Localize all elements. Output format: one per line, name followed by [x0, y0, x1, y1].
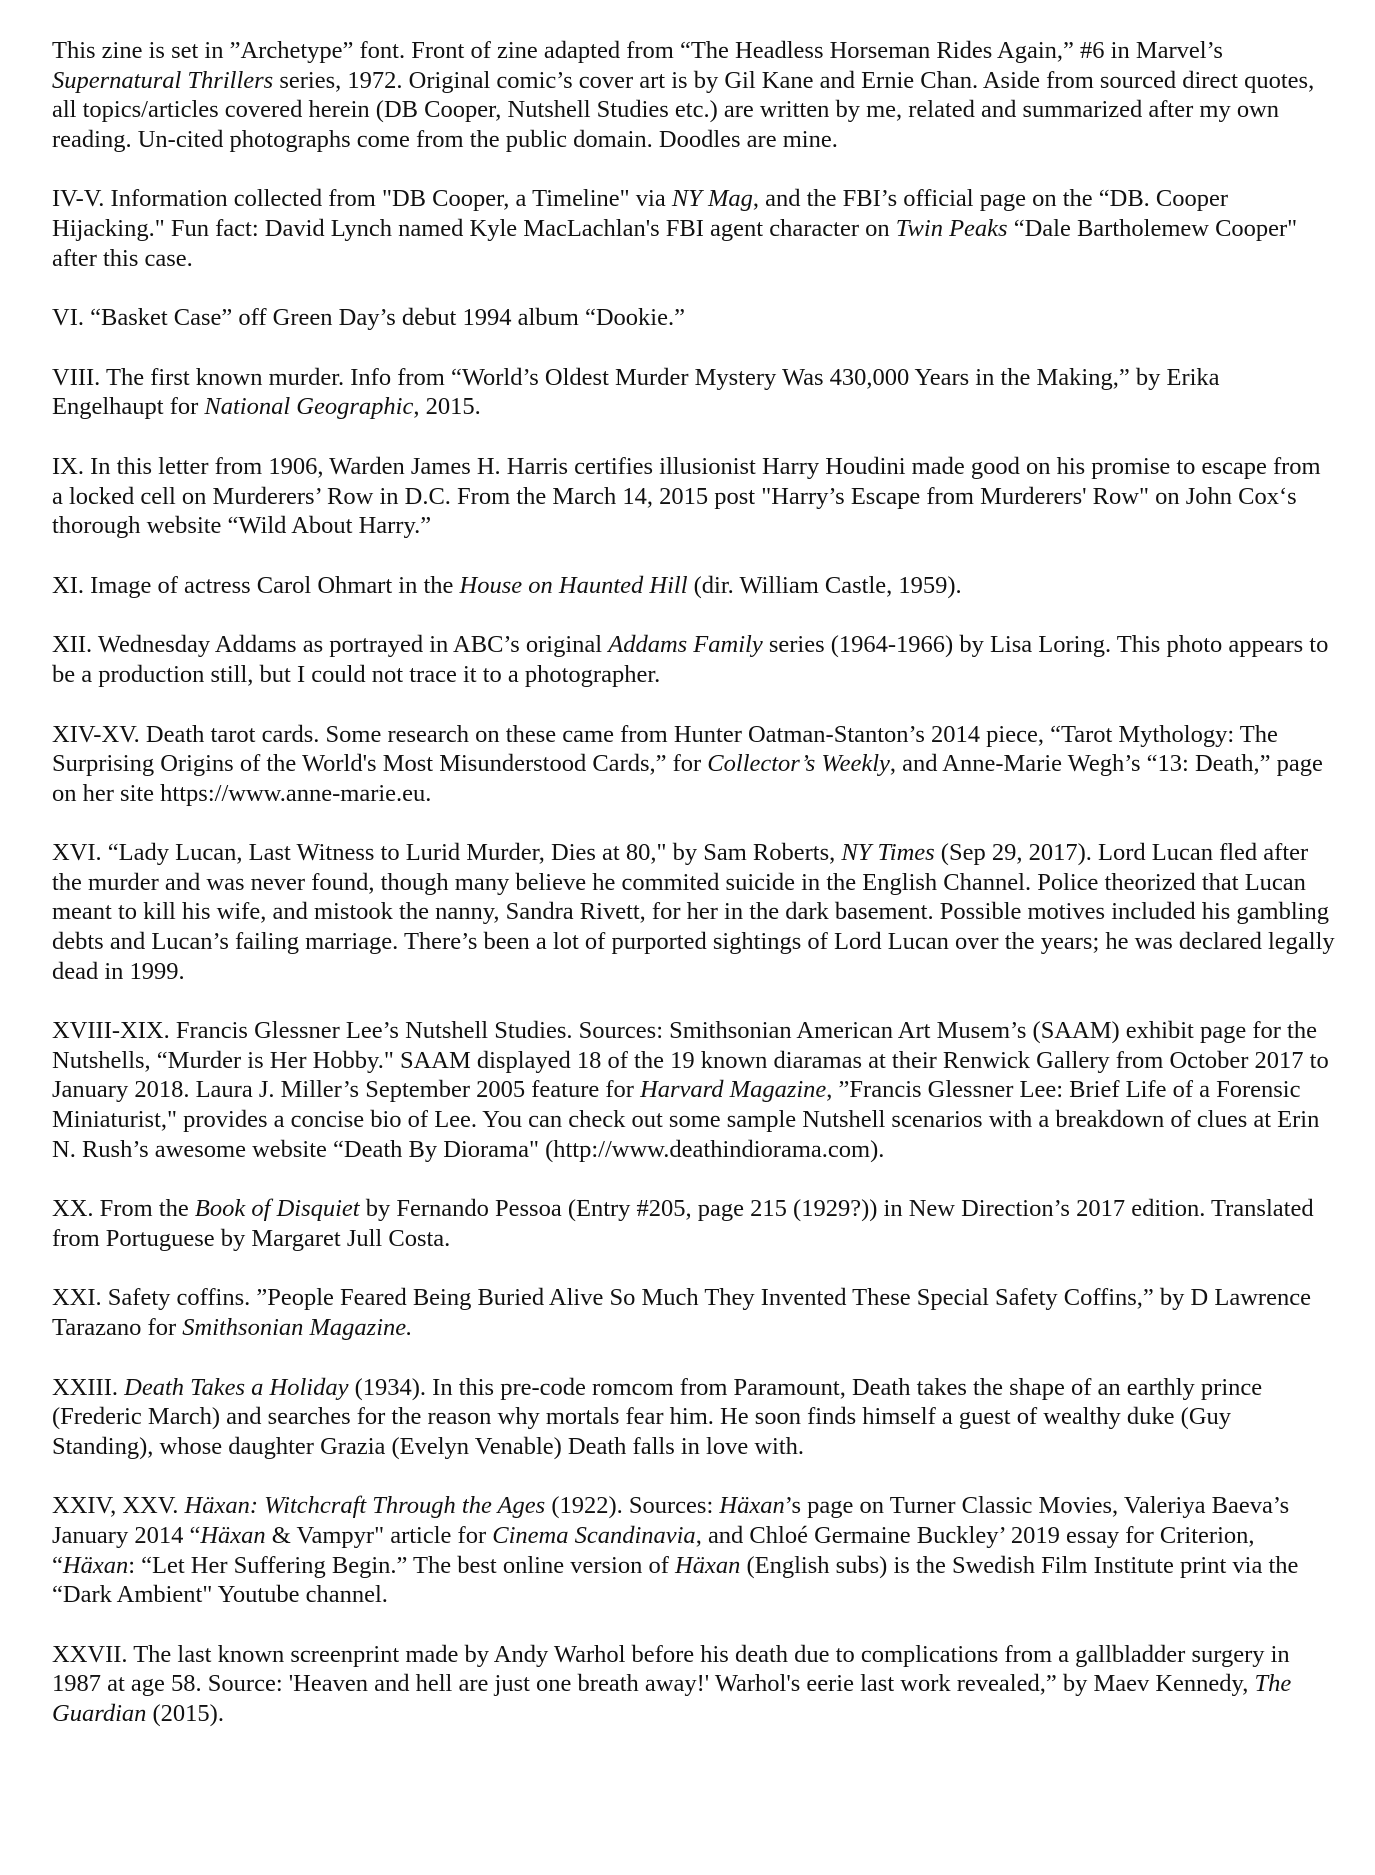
paragraph-text: XXIII.	[52, 1373, 125, 1401]
italic-title-text: NY Times	[841, 839, 935, 867]
credit-paragraph	[52, 1491, 1337, 1609]
italic-title-text: The Guardian	[52, 1670, 1292, 1727]
italic-title-text: Book of Disquiet	[194, 1195, 360, 1223]
italic-title-text: Häxan: Witchcraft Through the Ages	[184, 1492, 546, 1520]
paragraph-text: XII. Wednesday Addams as portrayed in ABC’s original	[52, 631, 609, 659]
paragraph-text: IX. In this letter from 1906, Warden James H. Harris certifies illusionist Harry Houdini made good on his promise to escape from a locked cell on Murderers’ Row in D.C. From the March 14, 2015 post "Harry’s Escape from Murderers' Row" on John Cox‘s thorough website “Wild About Harry.”	[52, 452, 1321, 540]
paragraph-text: XVI. “Lady Lucan, Last Witness to Lurid Murder, Dies at 80," by Sam Roberts,	[52, 839, 842, 867]
credit-paragraph	[52, 720, 1337, 809]
italic-title-text: House on Haunted Hill	[459, 571, 688, 599]
credit-paragraph	[52, 184, 1337, 273]
italic-title-text: Häxan	[719, 1492, 785, 1520]
credit-paragraph	[52, 1194, 1337, 1253]
paragraph-text: by Fernando Pessoa (Entry #205, page 215 (1929?)) in New Direction’s 2017 edition. Translated from Portuguese by Margaret Jull Costa.	[52, 1195, 1314, 1252]
italic-title-text: Häxan	[62, 1551, 129, 1579]
paragraph-text: series (1964-1966) by Lisa Loring. This photo appears to be a production still, but I could not trace it to a photographer.	[52, 631, 1329, 688]
paragraph-text: (1922). Sources:	[545, 1492, 720, 1520]
paragraph-text: ’s page on Turner Classic Movies, Valeriya Baeva’s January 2014 “	[52, 1492, 1290, 1549]
credit-paragraph	[52, 571, 1337, 601]
paragraph-text: XXIV, XXV.	[52, 1492, 185, 1520]
paragraph-text: & Vampyr" article for	[265, 1521, 493, 1549]
italic-title-text: Addams Family	[608, 631, 763, 659]
credit-paragraph	[52, 36, 1337, 154]
paragraph-text: VIII. The first known murder. Info from “World’s Oldest Murder Mystery Was 430,000 Years in the Making,” by Erika Engelhaupt for	[52, 363, 1220, 421]
paragraph-text: XI. Image of actress Carol Ohmart in the	[52, 571, 460, 599]
credit-paragraph	[52, 452, 1337, 541]
paragraph-text: (2015).	[146, 1699, 224, 1727]
italic-title-text: National Geographic	[204, 393, 414, 421]
italic-title-text: Harvard Magazine	[640, 1076, 827, 1104]
paragraph-text: (Sep 29, 2017). Lord Lucan fled after the murder and was never found, though many believe he commited suicide in the English Channel. Police theorized that Lucan meant to kill his wife, and mistook the nanny, Sandra Rivett, for her in the dark basement. Possible motives included his gambling debts and Lucan’s failing marriage. There’s been a lot of purported sightings of Lord Lucan over the years; he was declared legally dead in 1999.	[52, 839, 1335, 985]
paragraph-text: “Dale Bartholemew Cooper" after this case.	[52, 214, 1298, 272]
paragraph-text: This zine is set in ”Archetype” font. Front of zine adapted from “The Headless Horseman Rides Again,” #6 in Marvel’s	[52, 37, 1223, 64]
paragraph-text: , and Anne-Marie Wegh’s “13: Death,” page on her site https://www.anne-marie.eu.	[52, 750, 1323, 807]
paragraph-text: VI. “Basket Case” off Green Day’s debut 1994 album “Dookie.”	[52, 304, 685, 332]
italic-title-text: NY Mag	[671, 185, 753, 213]
paragraph-text: (dir. William Castle, 1959).	[687, 571, 962, 599]
credit-paragraph	[52, 303, 1337, 333]
credit-paragraph	[52, 1373, 1337, 1462]
italic-title-text: Smithsonian Magazine.	[182, 1314, 413, 1341]
italic-title-text: Cinema Scandinavia	[492, 1521, 696, 1549]
paragraph-text: series, 1972. Original comic’s cover art is by Gil Kane and Ernie Chan. Aside from sourced direct quotes, all topics/articles covered herein (DB Cooper, Nutshell Studies etc.) are written by me, related and summarized after my own reading. Un-cited photographs come from the public domain. Doodles are mine.	[52, 66, 1315, 153]
italic-title-text: Collector’s Weekly	[707, 750, 890, 778]
italic-title-text: Twin Peaks	[895, 214, 1008, 242]
credit-paragraph	[52, 1640, 1337, 1729]
italic-title-text: Supernatural Thrillers	[52, 66, 274, 94]
italic-title-text: Death Takes a Holiday	[124, 1373, 349, 1401]
paragraph-text: , and Chloé Germaine Buckley’ 2019 essay for Criterion, “	[52, 1521, 1255, 1579]
paragraph-text: XXVII. The last known screenprint made by Andy Warhol before his death due to complications from a gallbladder surgery in 1987 at age 58. Source: 'Heaven and hell are just one breath away!' Warhol's eerie last work revealed,” by Maev Kennedy,	[52, 1640, 1290, 1698]
paragraph-text: (English subs) is the Swedish Film Institute print via the “Dark Ambient" Youtube channel.	[52, 1551, 1299, 1609]
paragraph-text: XXI. Safety coffins. ”People Feared Being Buried Alive So Much They Invented These Special Safety Coffins,” by D Lawrence Tarazano for	[52, 1284, 1311, 1341]
paragraph-text: XIV-XV. Death tarot cards. Some research on these came from Hunter Oatman-Stanton’s 2014 piece, “Tarot Mythology: The Surprising Origins of the World's Most Misunderstood Cards,” for	[52, 720, 1278, 778]
italic-title-text: Häxan	[200, 1521, 266, 1549]
paragraph-text: , 2015.	[413, 393, 481, 421]
credit-paragraph	[52, 1016, 1337, 1164]
paragraph-text: : “Let Her Suffering Begin.” The best online version of	[128, 1551, 676, 1579]
paragraph-text: , and the FBI’s official page on the “DB. Cooper Hijacking." Fun fact: David Lynch named Kyle MacLachlan's FBI agent character on	[52, 185, 1229, 242]
paragraph-text: XX. From the	[52, 1195, 195, 1223]
credit-paragraph	[52, 363, 1337, 422]
paragraph-text: XVIII-XIX. Francis Glessner Lee’s Nutshell Studies. Sources: Smithsonian American Art Musem’s (SAAM) exhibit page for the Nutshells, “Murder is Her Hobby." SAAM displayed 18 of the 19 known diaramas at their Renwick Gallery from October 2017 to January 2018. Laura J. Miller’s September 2005 feature for	[52, 1017, 1329, 1104]
credit-paragraph	[52, 838, 1337, 986]
italic-title-text: Häxan	[675, 1551, 741, 1579]
paragraph-text: , ”Francis Glessner Lee: Brief Life of a Forensic Miniaturist," provides a concise bio of Lee. You can check out some sample Nutshell scenarios with a breakdown of clues at Erin N. Rush’s awesome website “Death By Diorama" (http://www.deathindiorama.com).	[52, 1076, 1320, 1163]
paragraph-text: IV-V. Information collected from "DB Cooper, a Timeline" via	[52, 185, 672, 213]
credit-paragraph	[52, 1283, 1337, 1342]
credit-paragraph	[52, 630, 1337, 689]
paragraph-text: (1934). In this pre-code romcom from Paramount, Death takes the shape of an earthly prince (Frederic March) and searches for the reason why mortals fear him. He soon finds himself a guest of wealthy duke (Guy Standing), whose daughter Grazia (Evelyn Venable) Death falls in love with.	[52, 1373, 1263, 1460]
credits-document	[52, 36, 1337, 1729]
